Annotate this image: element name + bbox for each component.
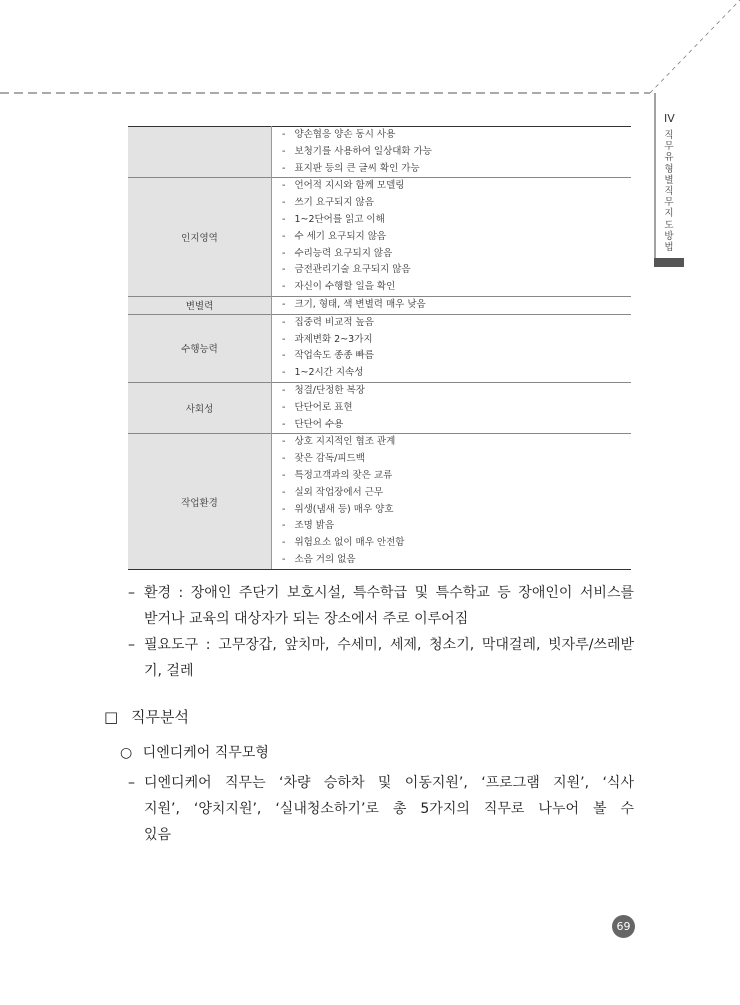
section-square-marker: □ xyxy=(104,708,119,726)
table-item: - 자신이 수행할 일을 확인 xyxy=(272,279,631,296)
subsection-heading xyxy=(120,742,269,762)
table-item: - 1~2단어를 읽고 이해 xyxy=(272,212,631,229)
job-requirement-table xyxy=(128,126,631,570)
table-row xyxy=(128,127,631,178)
tools-line-1: 필요도구 : 고무장갑, 앞치마, 수세미, 세제, 청소기, 막대걸레, 빗자루/쓰레받 xyxy=(144,637,634,653)
table-item: - 금전관리기술 요구되지 않음 xyxy=(272,262,631,279)
table-item: - 위험요소 없이 매우 안전함 xyxy=(272,535,631,552)
table-item: - 쓰기 요구되지 않음 xyxy=(272,195,631,212)
table-item: - 작업속도 종종 빠름 xyxy=(272,348,631,365)
subsection-title: 디엔디케어 직무모형 xyxy=(142,745,269,761)
table-item: - 청결/단정한 복장 xyxy=(272,383,631,400)
table-item: - 위생(냄새 등) 매우 양호 xyxy=(272,502,631,519)
table-item: - 잦은 감독/피드백 xyxy=(272,451,631,468)
table-item: - 수 세기 요구되지 않음 xyxy=(272,229,631,246)
side-chapter-number: IV xyxy=(664,112,675,125)
table-item: - 크기, 형태, 색 변별력 매우 낮음 xyxy=(272,297,631,314)
section-heading xyxy=(104,706,189,727)
table-row xyxy=(128,178,631,297)
table-item: - 언어적 지시와 함께 모델링 xyxy=(272,178,631,195)
table-category-cell: 변별력 xyxy=(128,296,272,314)
table-items-cell xyxy=(272,314,632,382)
environment-bullet xyxy=(128,580,634,632)
table-category-cell: 작업환경 xyxy=(128,434,272,569)
table-items-cell xyxy=(272,296,632,314)
tools-line-2: 기, 걸레 xyxy=(144,663,194,679)
table-items-cell xyxy=(272,382,632,433)
environment-line-2: 받거나 교육의 대상자가 되는 장소에서 주로 이루어짐 xyxy=(144,611,469,627)
table-item: - 과제변화 2~3가지 xyxy=(272,332,631,349)
description-dash: – xyxy=(128,775,135,791)
table-row xyxy=(128,314,631,382)
table-row xyxy=(128,434,631,569)
table-item: - 양손협응 양손 동시 사용 xyxy=(272,127,631,144)
table-item: - 집중력 비교적 높음 xyxy=(272,315,631,332)
table-item: - 단단어 수용 xyxy=(272,417,631,434)
table-item: - 보청기를 사용하여 일상대화 가능 xyxy=(272,144,631,161)
table-category-cell: 사회성 xyxy=(128,382,272,433)
table-item: - 1~2시간 지속성 xyxy=(272,365,631,382)
table-row xyxy=(128,382,631,433)
table-category-cell xyxy=(128,127,272,178)
description-bullet xyxy=(128,770,634,848)
table-item: - 단단어로 표현 xyxy=(272,400,631,417)
table-item: - 실외 작업장에서 근무 xyxy=(272,485,631,502)
description-line-3: 있음 xyxy=(144,827,172,843)
description-line-1: 디엔디케어 직무는 ‘차량 승하차 및 이동지원’, ‘프로그램 지원’, ‘식사 xyxy=(144,775,634,791)
table-item: - 특정고객과의 잦은 교류 xyxy=(272,468,631,485)
table-items-cell xyxy=(272,127,632,178)
environment-line-1: 환경 : 장애인 주단기 보호시설, 특수학급 및 특수학교 등 장애인이 서비스를 xyxy=(144,585,634,601)
table-item: - 조명 밝음 xyxy=(272,518,631,535)
table-category-cell: 수행능력 xyxy=(128,314,272,382)
table-items-cell xyxy=(272,178,632,297)
tools-bullet xyxy=(128,632,634,684)
page-number: 69 xyxy=(612,915,635,938)
tools-dash: – xyxy=(128,637,135,653)
side-chapter-title: 직무유형별 직무지도방법 xyxy=(664,130,674,254)
table-row xyxy=(128,296,631,314)
description-line-2: 지원’, ‘양치지원’, ‘실내청소하기’로 총 5가지의 직무로 나누어 볼 수 xyxy=(144,801,634,817)
table-category-cell: 인지영역 xyxy=(128,178,272,297)
table-item: - 소음 거의 없음 xyxy=(272,552,631,569)
table-item: - 수리능력 요구되지 않음 xyxy=(272,246,631,263)
side-marker-bar xyxy=(654,258,684,267)
section-title: 직무분석 xyxy=(130,708,189,726)
table-item: - 상호 지지적인 협조 관계 xyxy=(272,434,631,451)
table-items-cell xyxy=(272,434,632,569)
table-item: - 표지판 등의 큰 글씨 확인 가능 xyxy=(272,161,631,178)
environment-dash: – xyxy=(128,585,135,601)
subsection-circle-marker: ○ xyxy=(120,745,133,761)
